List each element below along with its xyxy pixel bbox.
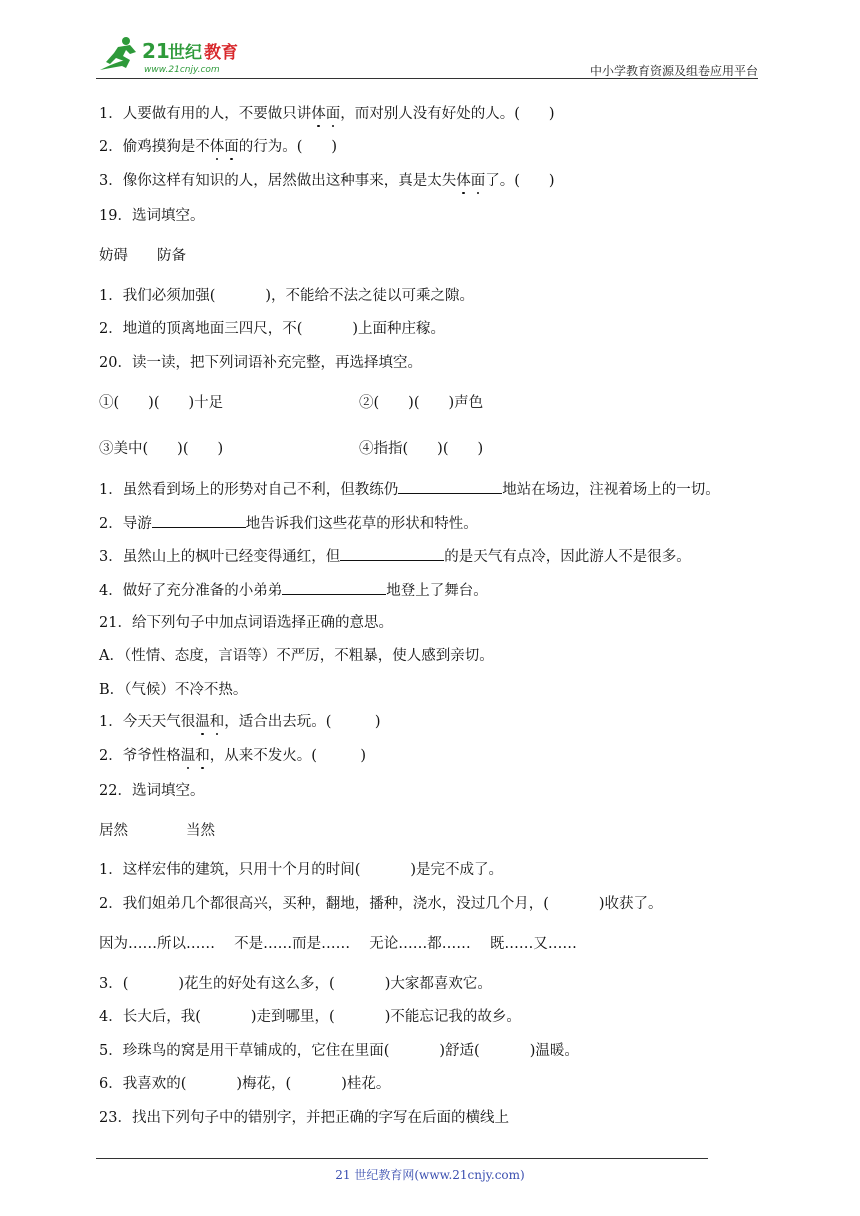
footer-link[interactable]: 21 世纪教育网(www.21cnjy.com) xyxy=(335,1168,525,1182)
q23-title: 23．找出下列句子中的错别字，并把正确的字写在后面的横线上 xyxy=(99,1110,509,1126)
q22-sentence-3: 3．( )花生的好处有这么多，( )大家都喜欢它。 xyxy=(99,976,492,992)
answer-blank[interactable] xyxy=(282,580,386,595)
q21-sentence-1: 1．今天天气很温和，适合出去玩。( ) xyxy=(99,714,381,730)
q22-word-options: 居然 当然 xyxy=(99,823,215,839)
q21-sentence-2: 2．爷爷性格温和，从来不发火。( ) xyxy=(99,748,367,764)
q22-sentence-6: 6．我喜欢的( )梅花，( )桂花。 xyxy=(99,1076,391,1092)
q21-option-a: A．（性情、态度，言语等）不严厉，不粗暴，使人感到亲切。 xyxy=(99,648,494,664)
answer-blank[interactable] xyxy=(152,513,246,528)
q22-conjunction-options: 因为……所以…… 不是……而是…… 无论……都…… 既……又…… xyxy=(99,936,577,952)
answer-blank[interactable] xyxy=(340,546,444,561)
q20-sentence-4: 4．做好了充分准备的小弟弟 地登上了舞台。 xyxy=(99,580,488,600)
q22-sentence-2: 2．我们姐弟几个都很高兴，买种，翻地，播种，浇水，没过几个月，( )收获了。 xyxy=(99,896,663,912)
header-divider xyxy=(96,78,758,79)
q21-option-b: B．（气候）不冷不热。 xyxy=(99,682,248,698)
q20-sentence-3: 3．虽然山上的枫叶已经变得通红，但 的是天气有点冷，因此游人不是很多。 xyxy=(99,546,691,566)
answer-blank[interactable] xyxy=(398,479,502,494)
q20-word-1: ①( )( )十足 xyxy=(99,395,224,411)
footer-divider xyxy=(96,1158,708,1159)
q19-sentence-2: 2．地道的顶离地面三四尺，不( )上面种庄稼。 xyxy=(99,321,446,337)
q18-sentence-2: 2．偷鸡摸狗是不体面的行为。( ) xyxy=(99,139,338,155)
q18-sentence-1: 1．人要做有用的人，不要做只讲体面，而对别人没有好处的人。( ) xyxy=(99,106,555,122)
q20-sentence-1: 1．虽然看到场上的形势对自己不利，但教练仍 地站在场边，注视着场上的一切。 xyxy=(99,479,720,499)
q20-word-4: ④指指( )( ) xyxy=(359,441,484,457)
platform-title: 中小学教育资源及组卷应用平台 xyxy=(589,64,758,78)
q20-title: 20．读一读，把下列词语补充完整，再选择填空。 xyxy=(99,355,422,371)
q19-title: 19．选词填空。 xyxy=(99,208,205,224)
q22-sentence-1: 1．这样宏伟的建筑，只用十个月的时间( )是完不成了。 xyxy=(99,862,504,878)
q18-sentence-3: 3．像你这样有知识的人，居然做出这种事来，真是太失体面了。( ) xyxy=(99,173,555,189)
q22-sentence-5: 5．珍珠鸟的窝是用干草铺成的，它住在里面( )舒适( )温暖。 xyxy=(99,1043,579,1059)
site-logo xyxy=(96,34,261,76)
svg-text:教育: 教育 xyxy=(204,43,238,63)
q20-word-2: ②( )( )声色 xyxy=(359,395,484,411)
svg-text:世纪: 世纪 xyxy=(168,43,202,63)
q22-title: 22．选词填空。 xyxy=(99,783,205,799)
q20-word-3: ③美中( )( ) xyxy=(99,441,224,457)
q19-word-options: 妨碍 防备 xyxy=(99,248,186,264)
q22-sentence-4: 4．长大后，我( )走到哪里，( )不能忘记我的故乡。 xyxy=(99,1009,521,1025)
q20-sentence-2: 2．导游 地告诉我们这些花草的形状和特性。 xyxy=(99,513,478,533)
q21-title: 21．给下列句子中加点词语选择正确的意思。 xyxy=(99,615,393,631)
page-header xyxy=(96,34,758,78)
svg-text:www.21cnjy.com: www.21cnjy.com xyxy=(144,65,220,75)
svg-text:21: 21 xyxy=(142,39,170,63)
q19-sentence-1: 1．我们必须加强( )，不能给不法之徒以可乘之隙。 xyxy=(99,288,475,304)
